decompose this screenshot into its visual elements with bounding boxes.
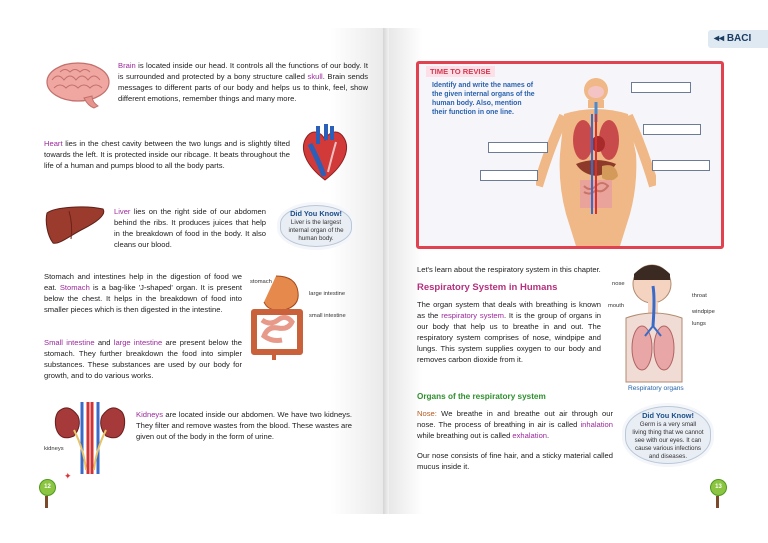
label-windpipe: windpipe [692, 309, 715, 315]
brain-text-2: . Brain sends messages to different parts of our body and helps us to think, feel, show different emotions, remember things and many more. [118, 72, 368, 103]
did-you-know-title: Did You Know! [290, 209, 342, 218]
kidneys-paragraph [136, 409, 352, 442]
nose-paragraph [417, 408, 613, 441]
label-large-intestine: large intestine [309, 291, 346, 297]
heart-illustration [296, 122, 354, 184]
intestine-paragraph [44, 337, 242, 381]
bird-icon: ✦ [64, 471, 72, 481]
answer-box-4[interactable] [652, 160, 710, 171]
kidneys-text: are located inside our abdomen. We have two kidneys. They filter and remove wastes from the blood. These wastes are given out of the body in the form of urine. [136, 410, 352, 441]
label-kidneys: kidneys [44, 446, 64, 452]
liver-illustration [45, 205, 107, 247]
stomach-term: Stomach [59, 283, 90, 292]
brain-illustration [44, 60, 112, 110]
nose-text-1: We breathe in and breathe out air through our nose. The process of breathing in air is called [417, 409, 613, 429]
label-small-intestine: small intestine [309, 313, 346, 319]
page-number-left: 12 [39, 479, 56, 496]
respiratory-organs-illustration [620, 262, 690, 384]
page-number-right: 13 [710, 479, 727, 496]
back-button[interactable]: ◂◂ BACI [708, 30, 768, 48]
liver-paragraph [114, 206, 266, 250]
time-to-revise-instructions: Identify and write the names of the given internal organs of the human body. Also, mention their function in one line. [432, 82, 535, 116]
large-intestine-term: large intestine [113, 338, 163, 347]
resp-text-1: The organ system that deals with breathing is known as the [417, 300, 601, 320]
time-to-revise-title: TIME TO REVISE [426, 66, 495, 77]
label-lungs: lungs [692, 321, 706, 327]
digestive-system-illustration [246, 272, 308, 362]
did-you-know-liver [280, 205, 352, 247]
label-mouth: mouth [608, 303, 625, 309]
stomach-paragraph [44, 271, 242, 315]
heart-term: Heart [44, 139, 63, 148]
book-spine [383, 28, 389, 514]
heart-text: lies in the chest cavity between the two lungs and is slightly tilted towards the left. It is protected inside our ribcage. It beats throughout the life of a human and pumps blood to all the body parts. [44, 139, 290, 170]
brain-text-1: is located inside our head. It controls all the functions of our body. It is surrounded and protected by a bony structure called [118, 61, 368, 81]
and-text: and [94, 338, 114, 347]
exhalation-term: exhalation [512, 431, 548, 440]
nose-text-3: . [547, 431, 550, 440]
tree-trunk-left [45, 496, 48, 508]
did-you-know-text-2: Germ is a very small living thing that we cannot see with our eyes. It can cause various infections and diseases. [632, 421, 704, 460]
answer-box-5[interactable] [480, 170, 538, 181]
resp-text-2: . It is the group of organs in our body that help us to breathe in and out. The respiratory system comprises of nose, windpipe and lungs. This system supplies oxygen to our body and removes carbon dioxide from it. [417, 311, 602, 364]
label-throat: throat [692, 293, 707, 299]
respiratory-paragraph [417, 299, 601, 365]
nose-text-2: while breathing out is called [417, 431, 513, 440]
kidneys-illustration [52, 402, 128, 474]
human-body-organs-illustration [536, 74, 656, 246]
answer-box-1[interactable] [631, 82, 691, 93]
intestine-text: are present below the stomach. They further breakdown the food into simpler substances. These substances are used by our body for growth, and to do various works. [44, 338, 243, 380]
nose-term: Nose: [417, 409, 437, 418]
inhalation-term: inhalation [580, 420, 613, 429]
respiratory-heading: Respiratory System in Humans [417, 282, 558, 293]
liver-term: Liver [114, 207, 131, 216]
brain-paragraph [118, 60, 368, 104]
heart-paragraph [44, 138, 290, 171]
label-nose: nose [612, 281, 625, 287]
small-intestine-term: Small intestine [44, 338, 95, 347]
label-stomach: stomach [250, 279, 272, 285]
did-you-know-text: Liver is the largest internal organ of the human body. [288, 219, 344, 242]
tree-trunk-right [716, 496, 719, 508]
respiratory-organs-caption: Respiratory organs [628, 385, 684, 392]
brain-term: Brain [118, 61, 136, 70]
liver-text: lies on the right side of our abdomen behind the ribs. It produces juices that help in the breakdown of food in the body. It also cleans our blood. [114, 207, 266, 249]
stomach-text-1: Stomach and intestines help in the digestion of food we eat. [44, 272, 242, 292]
did-you-know-title-2: Did You Know! [642, 411, 694, 420]
answer-box-3[interactable] [488, 142, 548, 153]
stomach-text-2: is a bag-like 'J-shaped' organ. It is present below the chest. It helps in the breakdown of food into smaller pieces which is then digested in the intestine. [44, 283, 242, 314]
answer-box-2[interactable] [643, 124, 701, 135]
respiratory-intro: Let's learn about the respiratory system in this chapter. [417, 265, 601, 274]
skull-term: skull [307, 72, 323, 81]
organs-heading: Organs of the respiratory system [417, 392, 546, 401]
respiratory-system-term: respiratory system [441, 311, 504, 320]
nose-paragraph-2: Our nose consists of fine hair, and a sticky material called mucus inside it. [417, 451, 613, 471]
did-you-know-germ [625, 406, 711, 464]
kidneys-term: Kidneys [136, 410, 164, 419]
